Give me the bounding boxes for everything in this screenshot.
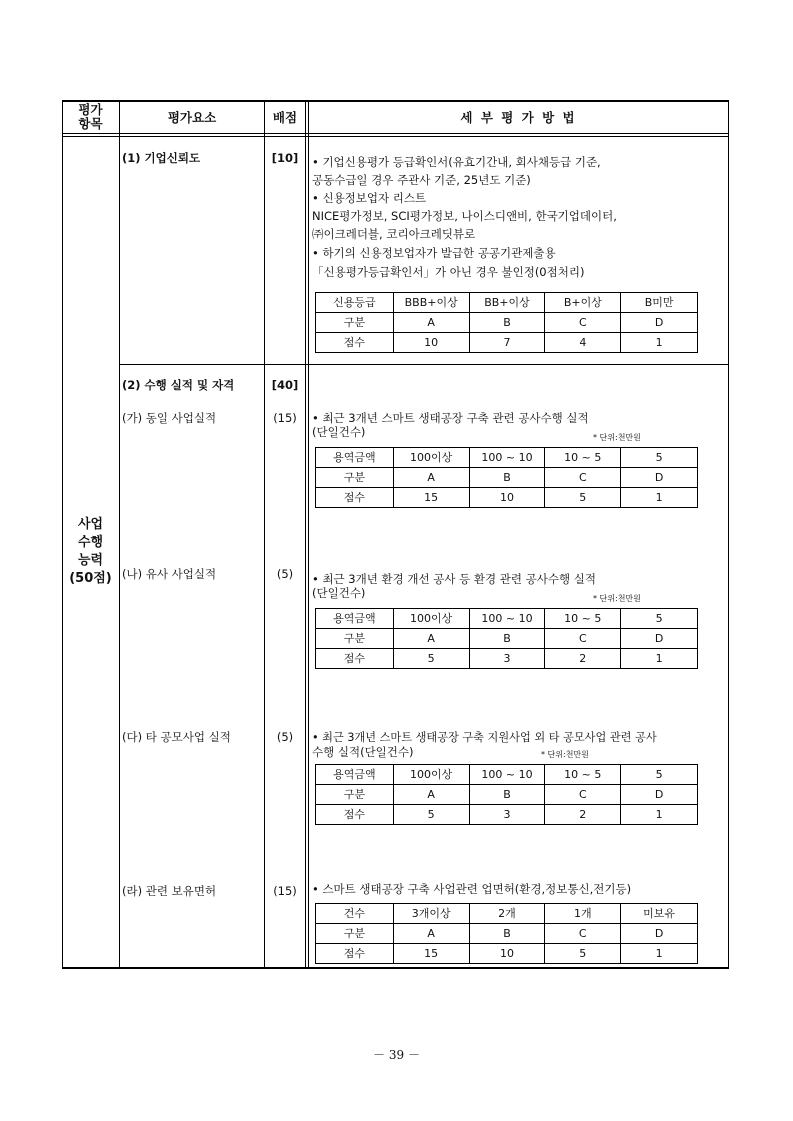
table-cell: 건수: [316, 904, 394, 924]
table-cell: 10: [469, 944, 545, 964]
similar-project-unit-note: * 단위:천만원: [593, 594, 641, 603]
other-contest-score: (5): [276, 730, 294, 744]
same-project-desc-line: • 최근 3개년 스마트 생태공장 구축 관련 공사수행 실적: [312, 411, 589, 425]
header-bottom-border-2: [62, 136, 729, 137]
table-cell: 100 ~ 10: [469, 765, 545, 785]
table-cell: 용역금액: [316, 765, 394, 785]
col-divider-2: [264, 100, 265, 969]
table-row: [316, 609, 698, 629]
table-cell: 3개이상: [393, 904, 469, 924]
table-row: [316, 488, 698, 508]
table-cell: 7: [469, 333, 545, 353]
page-number: － 39 －: [373, 1048, 420, 1062]
table-cell: B: [469, 313, 545, 333]
table-cell: 점수: [316, 333, 394, 353]
table-cell: B: [469, 924, 545, 944]
table-cell: B미만: [621, 293, 698, 313]
header-col-method: 세 부 평 가 방 법: [460, 110, 577, 125]
same-project-score: (15): [273, 411, 297, 425]
credit-score: [10]: [271, 151, 299, 165]
similar-project-score: (5): [276, 567, 294, 581]
credit-desc-line: 공동수급일 경우 주관사 기준, 25년도 기준): [312, 173, 531, 187]
col-divider-3a: [305, 100, 306, 969]
table-cell: 5: [621, 765, 698, 785]
table-cell: C: [545, 313, 621, 333]
table-cell: 100이상: [393, 609, 469, 629]
table-cell: 2: [545, 649, 621, 669]
col-divider-3b: [308, 100, 309, 969]
table-cell: C: [545, 629, 621, 649]
table-cell: 점수: [316, 805, 394, 825]
table-cell: 15: [393, 944, 469, 964]
same-project-score-table: [315, 447, 698, 508]
other-contest-unit-note: * 단위:천만원: [541, 750, 589, 759]
table-cell: 5: [393, 649, 469, 669]
table-cell: BB+이상: [469, 293, 545, 313]
table-row: [316, 468, 698, 488]
table-cell: 3: [469, 805, 545, 825]
table-row: [316, 785, 698, 805]
table-cell: D: [621, 785, 698, 805]
table-cell: 5: [621, 609, 698, 629]
table-row: [316, 629, 698, 649]
header-col-score: 배점: [272, 110, 298, 125]
header-col-eval-item-line1: 평가: [78, 102, 103, 117]
table-cell: 구분: [316, 785, 394, 805]
performance-element-label: (2) 수행 실적 및 자격: [122, 378, 235, 392]
table-cell: 10: [469, 488, 545, 508]
similar-project-desc-line: • 최근 3개년 환경 개선 공사 등 환경 관련 공사수행 실적: [312, 572, 596, 586]
table-cell: D: [621, 629, 698, 649]
category-label-line1: 사업: [77, 517, 104, 532]
table-cell: A: [393, 313, 469, 333]
license-desc-line: • 스마트 생태공장 구축 사업관련 업면허(환경,정보통신,전기등): [312, 882, 632, 896]
credit-desc-line: • 신용정보업자 리스트: [312, 191, 427, 205]
other-contest-element-label: (다) 타 공모사업 실적: [122, 730, 231, 744]
credit-desc-line: 「신용평가등급확인서」가 아닌 경우 불인정(0점처리): [312, 265, 585, 279]
header-col-eval-item-line2: 항목: [78, 116, 103, 131]
category-label-line4: (50점): [69, 571, 112, 586]
credit-score-table: [315, 292, 698, 353]
table-cell: B+이상: [545, 293, 621, 313]
table-cell: 10 ~ 5: [545, 765, 621, 785]
table-cell: D: [621, 924, 698, 944]
table-row: [316, 924, 698, 944]
performance-score: [40]: [271, 378, 299, 392]
table-cell: 10 ~ 5: [545, 448, 621, 468]
table-cell: 2: [545, 805, 621, 825]
table-cell: 점수: [316, 944, 394, 964]
table-cell: 1: [621, 333, 698, 353]
table-cell: 1개: [545, 904, 621, 924]
table-cell: 5: [545, 944, 621, 964]
license-score-table: [315, 903, 698, 964]
credit-desc-line: NICE평가정보, SCI평가정보, 나이스디앤비, 한국기업데이터,: [312, 209, 617, 223]
credit-element-label: (1) 기업신뢰도: [122, 151, 201, 165]
table-row: [316, 649, 698, 669]
table-cell: B: [469, 468, 545, 488]
table-cell: 구분: [316, 924, 394, 944]
table-cell: C: [545, 924, 621, 944]
credit-desc-line: • 하기의 신용정보업자가 발급한 공공기관제출용: [312, 246, 556, 260]
table-row: [316, 448, 698, 468]
table-cell: 100이상: [393, 448, 469, 468]
table-cell: 용역금액: [316, 448, 394, 468]
table-cell: 미보유: [621, 904, 698, 924]
other-contest-desc-line: • 최근 3개년 스마트 생태공장 구축 지원사업 외 타 공모사업 관련 공사: [312, 731, 657, 744]
category-label-line3: 능력: [77, 553, 104, 568]
table-cell: A: [393, 629, 469, 649]
table-cell: A: [393, 468, 469, 488]
table-cell: 100 ~ 10: [469, 448, 545, 468]
same-project-element-label: (가) 동일 사업실적: [122, 411, 217, 425]
other-contest-desc-line: 수행 실적(단일건수): [312, 745, 414, 759]
table-cell: 구분: [316, 629, 394, 649]
table-cell: 구분: [316, 468, 394, 488]
table-cell: 5: [621, 448, 698, 468]
frame-right-border: [728, 100, 729, 969]
table-cell: 용역금액: [316, 609, 394, 629]
credit-desc-line: ㈜이크레더블, 코리아크레딧뷰로: [312, 227, 476, 241]
table-row: [316, 944, 698, 964]
table-row: [316, 805, 698, 825]
table-cell: A: [393, 924, 469, 944]
table-cell: BBB+이상: [393, 293, 469, 313]
table-cell: B: [469, 785, 545, 805]
category-label-line2: 수행: [77, 535, 104, 550]
table-cell: 5: [393, 805, 469, 825]
table-cell: A: [393, 785, 469, 805]
table-cell: D: [621, 468, 698, 488]
table-cell: D: [621, 313, 698, 333]
license-element-label: (라) 관련 보유면허: [122, 884, 217, 898]
table-cell: 3: [469, 649, 545, 669]
same-project-unit-note: * 단위:천만원: [593, 433, 641, 442]
table-cell: 1: [621, 649, 698, 669]
table-cell: C: [545, 785, 621, 805]
similar-project-desc-line: (단일건수): [312, 586, 366, 600]
table-cell: 10 ~ 5: [545, 609, 621, 629]
license-score: (15): [273, 884, 297, 898]
table-cell: 15: [393, 488, 469, 508]
table-cell: 2개: [469, 904, 545, 924]
credit-desc-line: • 기업신용평가 등급확인서(유효기간내, 회사채등급 기준,: [312, 155, 601, 169]
table-row: [316, 765, 698, 785]
similar-project-element-label: (나) 유사 사업실적: [122, 567, 217, 581]
table-cell: 5: [545, 488, 621, 508]
frame-bottom-border: [62, 967, 729, 969]
table-cell: 1: [621, 488, 698, 508]
table-cell: 10: [393, 333, 469, 353]
table-cell: 1: [621, 944, 698, 964]
table-cell: 4: [545, 333, 621, 353]
table-row: [316, 333, 698, 353]
table-cell: 1: [621, 805, 698, 825]
other-contest-score-table: [315, 764, 698, 825]
table-cell: 신용등급: [316, 293, 394, 313]
frame-top-border: [62, 100, 729, 102]
table-cell: 구분: [316, 313, 394, 333]
section-divider: [119, 364, 729, 365]
table-row: [316, 313, 698, 333]
similar-project-score-table: [315, 608, 698, 669]
table-cell: 100 ~ 10: [469, 609, 545, 629]
table-cell: B: [469, 629, 545, 649]
table-cell: 100이상: [393, 765, 469, 785]
table-cell: 점수: [316, 649, 394, 669]
table-cell: 점수: [316, 488, 394, 508]
table-row: [316, 293, 698, 313]
table-row: [316, 904, 698, 924]
same-project-desc-line: (단일건수): [312, 425, 366, 439]
table-cell: C: [545, 468, 621, 488]
header-bottom-border: [62, 133, 729, 134]
col-divider-1: [119, 100, 120, 969]
header-col-eval-element: 평가요소: [167, 110, 217, 125]
